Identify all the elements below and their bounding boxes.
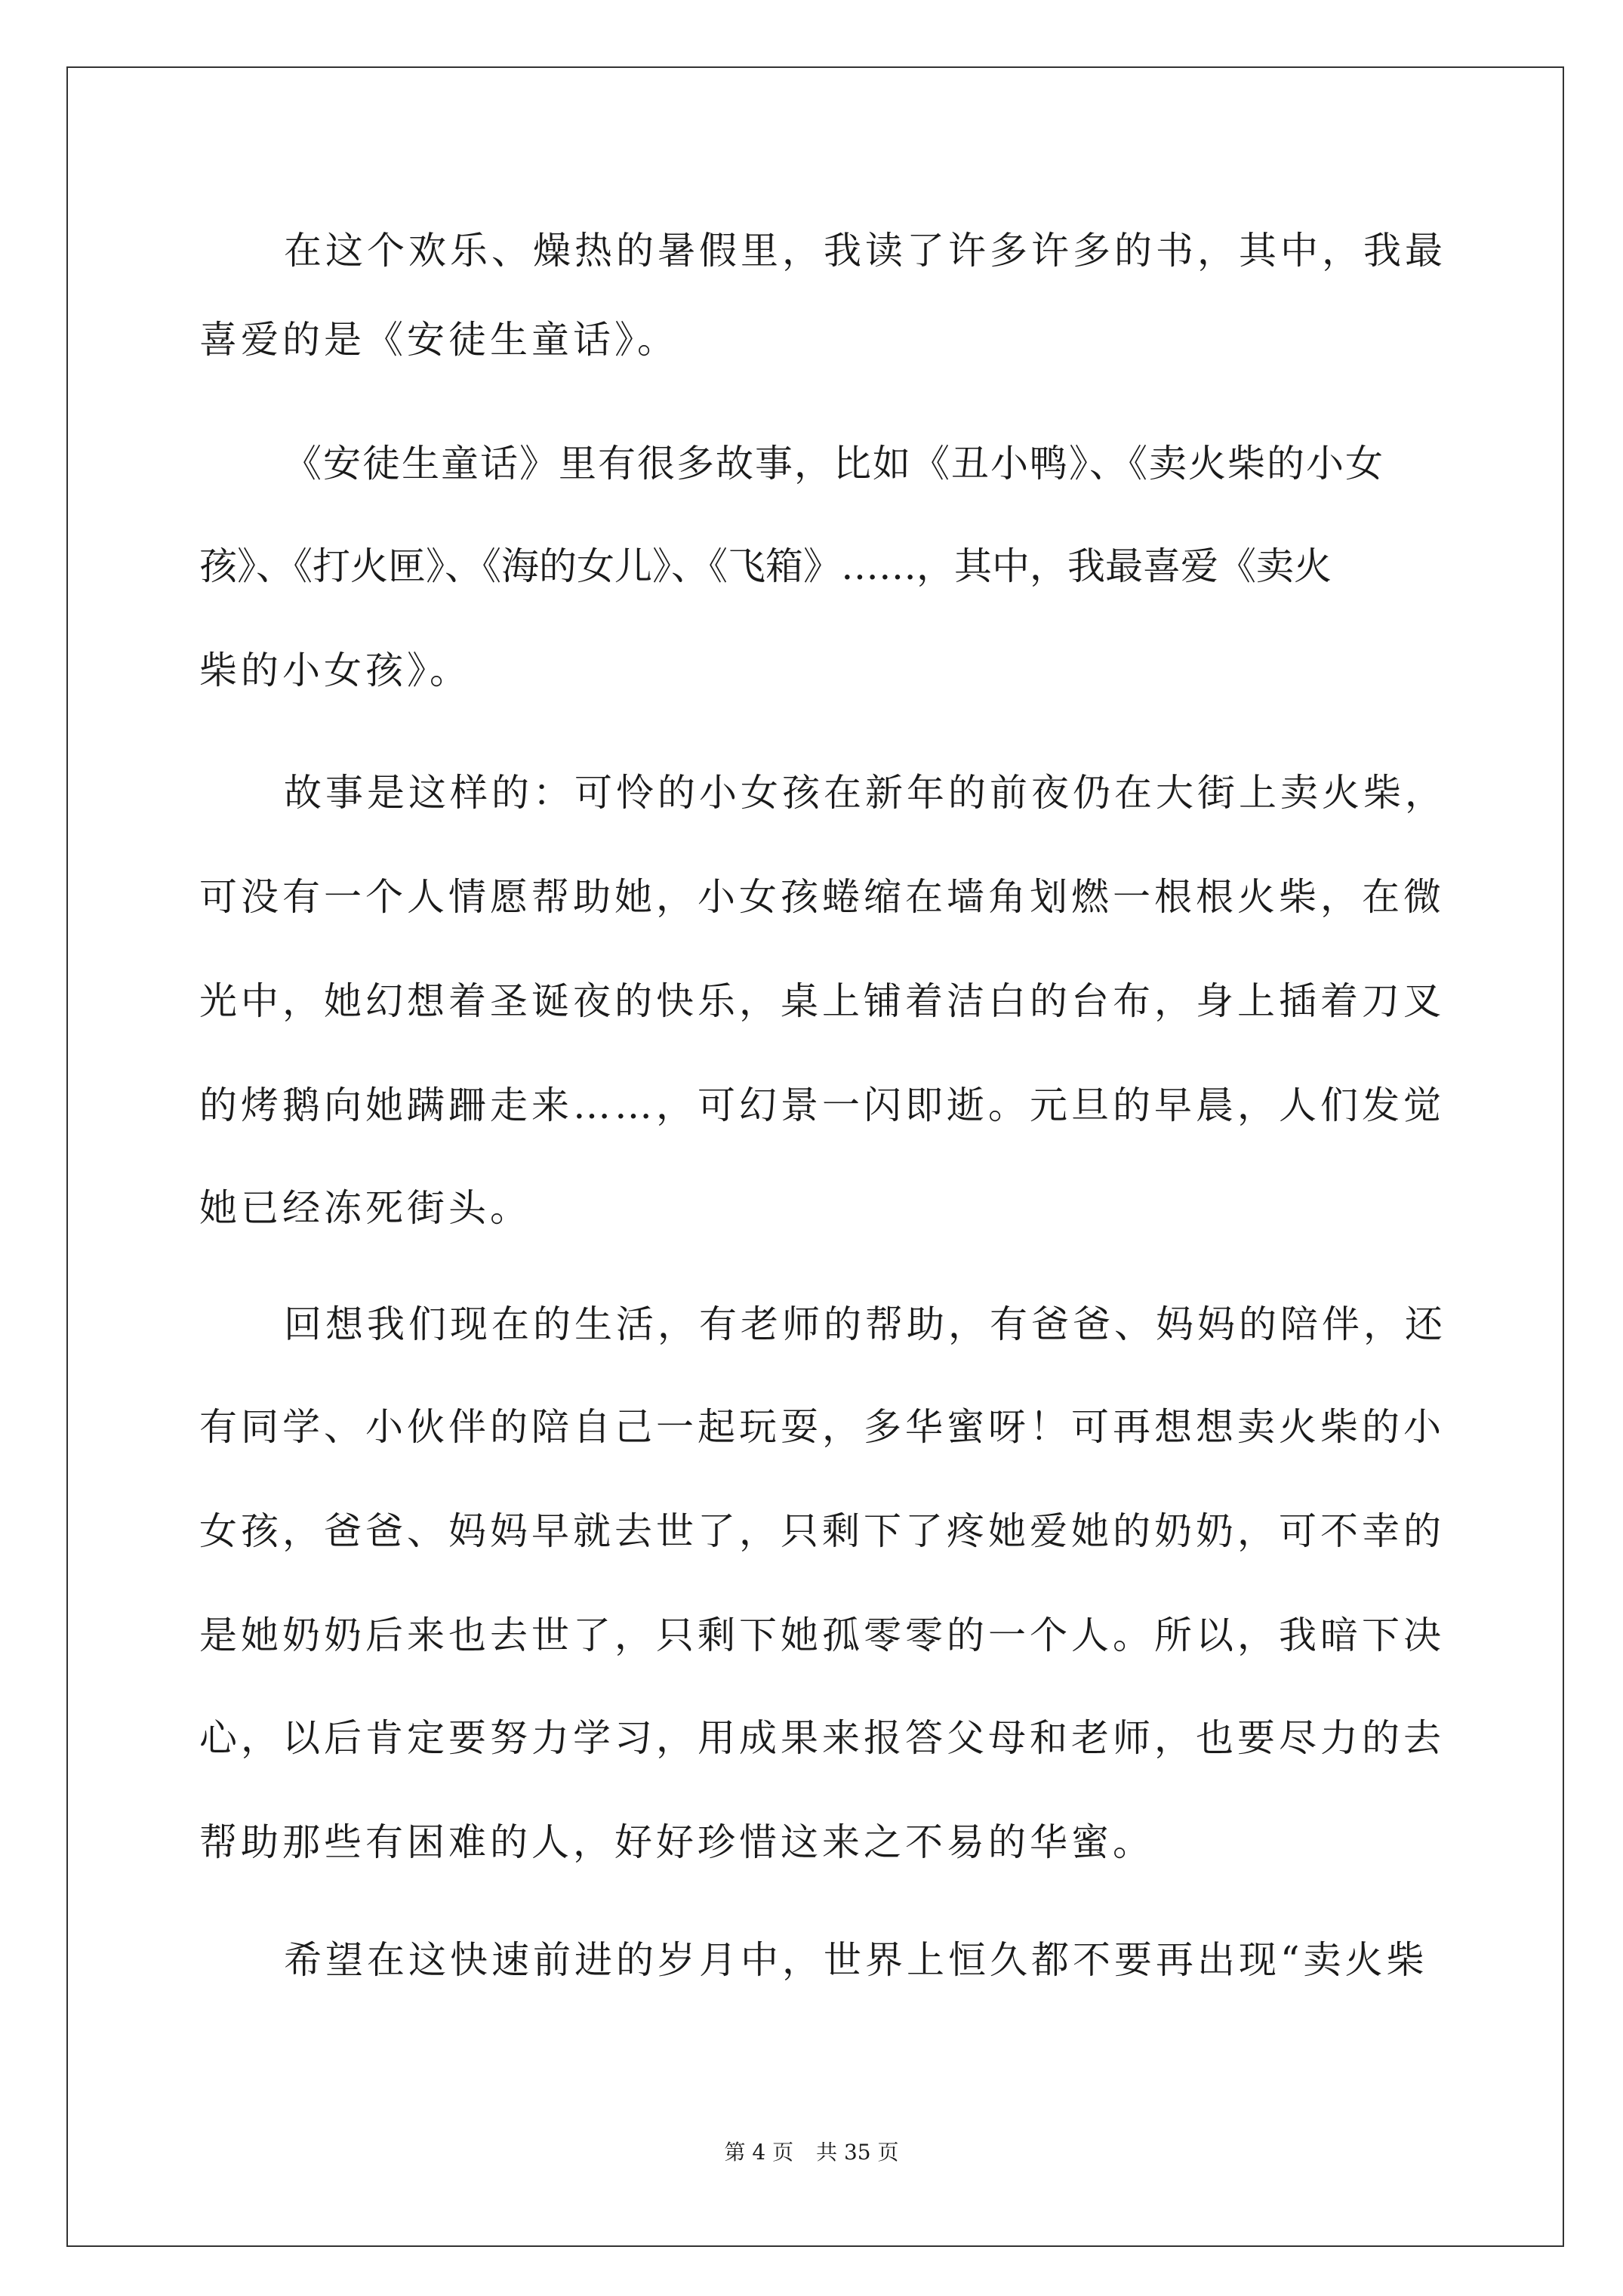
paragraph-line: 孩》、《打火匣》、《海的女儿》、《飞箱》……，其中，我最喜爱《卖火 — [199, 544, 1332, 588]
paragraph-line: 心，以后肯定要努力学习，用成果来报答父母和老师，也要尽力的去 — [199, 1716, 1445, 1760]
paragraph-line: 故事是这样的：可怜的小女孩在新年的前夜仍在大街上卖火柴， — [284, 771, 1446, 815]
page-total: 共 35 页 — [816, 2140, 899, 2165]
page-number: 第 4 页 — [724, 2140, 794, 2165]
paragraph-line: 的烤鹅向她蹒跚走来……，可幻景一闪即逝。元旦的早晨，人们发觉 — [199, 1083, 1445, 1127]
paragraph-line: 有同学、小伙伴的陪自己一起玩耍，多华蜜呀！可再想想卖火柴的小 — [199, 1405, 1445, 1449]
paragraph-line: 女孩，爸爸、妈妈早就去世了，只剩下了疼她爱她的奶奶，可不幸的 — [199, 1509, 1445, 1553]
paragraph-line: 《安徒生童话》里有很多故事，比如《丑小鸭》、《卖火柴的小女 — [284, 442, 1384, 485]
paragraph-line: 喜爱的是《安徒生童话》。 — [199, 318, 679, 362]
paragraph-line: 光中，她幻想着圣诞夜的快乐，桌上铺着洁白的台布，身上插着刀叉 — [199, 979, 1445, 1023]
paragraph-line: 回想我们现在的生活，有老师的帮助，有爸爸、妈妈的陪伴，还 — [284, 1302, 1446, 1346]
paragraph-line: 在这个欢乐、燥热的暑假里，我读了许多许多的书，其中，我最 — [284, 229, 1446, 273]
paragraph-line: 柴的小女孩》。 — [199, 649, 471, 692]
paragraph-line: 是她奶奶后来也去世了，只剩下她孤零零的一个人。所以，我暗下决 — [199, 1613, 1445, 1657]
paragraph-line: 可没有一个人情愿帮助她，小女孩蜷缩在墙角划燃一根根火柴，在微 — [199, 875, 1445, 919]
paragraph-line: 她已经冻死街头。 — [199, 1186, 531, 1230]
paragraph-line: 希望在这快速前进的岁月中，世界上恒久都不要再出现“卖火柴 — [284, 1938, 1428, 1982]
page-border — [66, 66, 1564, 2247]
page-footer — [0, 2140, 1623, 2165]
paragraph-line: 帮助那些有困难的人，好好珍惜这来之不易的华蜜。 — [199, 1820, 1154, 1864]
